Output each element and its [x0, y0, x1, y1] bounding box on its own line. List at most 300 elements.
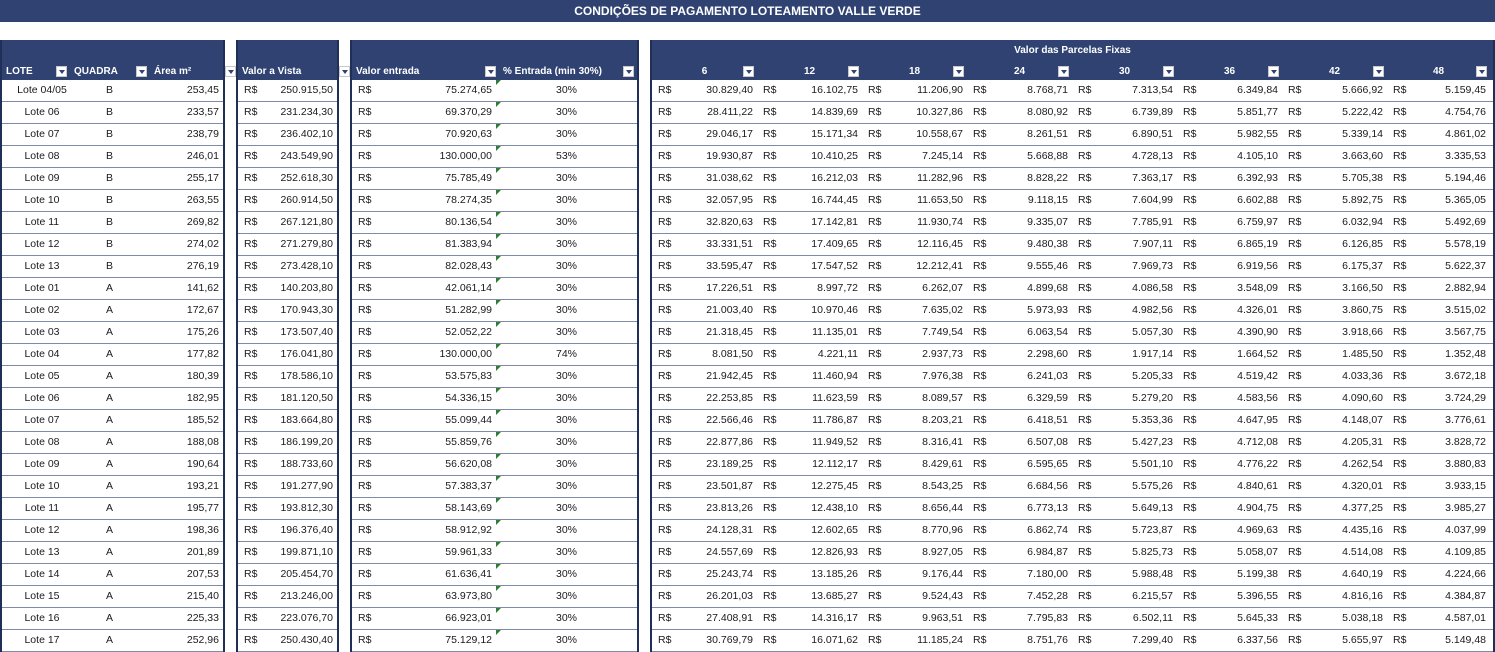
- cell-currency[interactable]: R$: [658, 194, 672, 206]
- cell-area[interactable]: 238,79: [186, 128, 219, 140]
- cell-valor-vista[interactable]: 236.402,10: [280, 128, 333, 140]
- cell-area[interactable]: 185,52: [186, 414, 219, 426]
- cell-lote[interactable]: Lote 07: [24, 128, 60, 140]
- cell-parcela-24[interactable]: 7.795,83: [1027, 612, 1068, 624]
- cell-lote[interactable]: Lote 06: [24, 392, 60, 404]
- filter-dropdown-icon[interactable]: [225, 66, 236, 77]
- cell-currency[interactable]: R$: [244, 480, 258, 492]
- cell-currency[interactable]: R$: [973, 436, 987, 448]
- cell-currency[interactable]: R$: [244, 524, 258, 536]
- cell-parcela-6[interactable]: 31.038,62: [706, 172, 753, 184]
- cell-currency[interactable]: R$: [244, 612, 258, 624]
- cell-currency[interactable]: R$: [1183, 348, 1197, 360]
- cell-pct-entrada[interactable]: 30%: [496, 168, 637, 189]
- cell-lote[interactable]: Lote 13: [24, 260, 60, 272]
- cell-valor-vista[interactable]: 140.203,80: [280, 282, 333, 294]
- cell-currency[interactable]: R$: [973, 480, 987, 492]
- cell-parcela-12[interactable]: 14.839,69: [811, 106, 858, 118]
- cell-currency[interactable]: R$: [1183, 634, 1197, 646]
- cell-parcela-42[interactable]: 3.860,75: [1342, 304, 1383, 316]
- cell-currency[interactable]: R$: [1393, 590, 1407, 602]
- cell-lote[interactable]: Lote 15: [24, 590, 60, 602]
- cell-area[interactable]: 255,17: [186, 172, 219, 184]
- cell-pct-entrada[interactable]: 30%: [496, 234, 637, 255]
- cell-parcela-18[interactable]: 2.937,73: [922, 348, 963, 360]
- cell-parcela-24[interactable]: 8.751,76: [1027, 634, 1068, 646]
- cell-currency[interactable]: R$: [1183, 150, 1197, 162]
- cell-parcela-48[interactable]: 5.365,05: [1445, 194, 1486, 206]
- cell-currency[interactable]: R$: [973, 172, 987, 184]
- cell-parcela-30[interactable]: 6.890,51: [1132, 128, 1173, 140]
- cell-quadra[interactable]: B: [105, 84, 113, 96]
- cell-parcela-18[interactable]: 11.206,90: [917, 84, 963, 96]
- cell-parcela-24[interactable]: 9.555,46: [1027, 260, 1068, 272]
- cell-currency[interactable]: R$: [868, 128, 882, 140]
- cell-currency[interactable]: R$: [973, 392, 987, 404]
- cell-parcela-30[interactable]: 7.299,40: [1132, 634, 1173, 646]
- cell-parcela-48[interactable]: 5.194,46: [1445, 172, 1486, 184]
- cell-currency[interactable]: R$: [868, 326, 882, 338]
- cell-currency[interactable]: R$: [1288, 568, 1302, 580]
- cell-quadra[interactable]: A: [105, 590, 113, 602]
- filter-dropdown-icon[interactable]: [1163, 66, 1174, 77]
- cell-pct-entrada[interactable]: 30%: [496, 520, 637, 541]
- cell-currency[interactable]: R$: [1393, 546, 1407, 558]
- cell-parcela-12[interactable]: 17.409,65: [811, 238, 858, 250]
- cell-currency[interactable]: R$: [658, 150, 672, 162]
- cell-parcela-12[interactable]: 11.786,87: [812, 414, 858, 426]
- cell-currency[interactable]: R$: [868, 260, 882, 272]
- cell-parcela-24[interactable]: 7.452,28: [1027, 590, 1068, 602]
- cell-currency[interactable]: R$: [868, 590, 882, 602]
- cell-currency[interactable]: R$: [1393, 524, 1407, 536]
- cell-parcela-42[interactable]: 5.222,42: [1342, 106, 1383, 118]
- cell-parcela-42[interactable]: 3.663,60: [1342, 150, 1383, 162]
- cell-area[interactable]: 180,39: [186, 370, 219, 382]
- cell-currency[interactable]: R$: [763, 546, 777, 558]
- cell-area[interactable]: 182,95: [186, 392, 219, 404]
- cell-currency[interactable]: R$: [1393, 238, 1407, 250]
- cell-parcela-24[interactable]: 6.773,13: [1027, 502, 1068, 514]
- cell-quadra[interactable]: B: [105, 238, 113, 250]
- cell-currency[interactable]: R$: [973, 282, 987, 294]
- cell-parcela-12[interactable]: 11.949,52: [812, 436, 858, 448]
- cell-quadra[interactable]: B: [105, 216, 113, 228]
- cell-pct-entrada[interactable]: 30%: [496, 476, 637, 497]
- cell-currency[interactable]: R$: [1393, 568, 1407, 580]
- cell-lote[interactable]: Lote 06: [24, 106, 60, 118]
- cell-currency[interactable]: R$: [763, 326, 777, 338]
- cell-parcela-36[interactable]: 5.199,38: [1237, 568, 1278, 580]
- cell-valor-entrada[interactable]: 57.383,37: [445, 480, 492, 492]
- cell-quadra[interactable]: A: [105, 304, 113, 316]
- cell-valor-entrada[interactable]: 61.636,41: [445, 568, 492, 580]
- cell-parcela-30[interactable]: 5.279,20: [1132, 392, 1173, 404]
- cell-parcela-6[interactable]: 30.769,79: [706, 634, 753, 646]
- cell-currency[interactable]: R$: [1288, 216, 1302, 228]
- cell-valor-vista[interactable]: 191.277,90: [280, 480, 333, 492]
- cell-valor-vista[interactable]: 223.076,70: [280, 612, 333, 624]
- cell-parcela-6[interactable]: 21.942,45: [706, 370, 753, 382]
- cell-currency[interactable]: R$: [358, 458, 372, 470]
- cell-valor-vista[interactable]: 271.279,80: [280, 238, 333, 250]
- cell-parcela-12[interactable]: 16.102,75: [811, 84, 858, 96]
- cell-currency[interactable]: R$: [358, 216, 372, 228]
- cell-valor-vista[interactable]: 231.234,30: [280, 106, 333, 118]
- cell-valor-vista[interactable]: 243.549,90: [280, 150, 333, 162]
- cell-pct-entrada[interactable]: 30%: [496, 608, 637, 629]
- cell-valor-vista[interactable]: 267.121,80: [280, 216, 333, 228]
- cell-quadra[interactable]: A: [105, 370, 113, 382]
- filter-dropdown-icon[interactable]: [485, 66, 496, 77]
- cell-valor-entrada[interactable]: 51.282,99: [445, 304, 492, 316]
- cell-currency[interactable]: R$: [763, 348, 777, 360]
- cell-currency[interactable]: R$: [1288, 634, 1302, 646]
- cell-parcela-6[interactable]: 27.408,91: [706, 612, 753, 624]
- cell-currency[interactable]: R$: [1288, 304, 1302, 316]
- cell-currency[interactable]: R$: [868, 84, 882, 96]
- cell-lote[interactable]: Lote 11: [24, 216, 60, 228]
- cell-parcela-12[interactable]: 12.275,45: [811, 480, 858, 492]
- cell-currency[interactable]: R$: [973, 502, 987, 514]
- cell-parcela-42[interactable]: 4.320,01: [1342, 480, 1383, 492]
- cell-currency[interactable]: R$: [1183, 216, 1197, 228]
- cell-parcela-48[interactable]: 5.149,48: [1445, 634, 1486, 646]
- cell-parcela-6[interactable]: 24.128,31: [706, 524, 753, 536]
- cell-currency[interactable]: R$: [1288, 150, 1302, 162]
- cell-parcela-36[interactable]: 4.105,10: [1237, 150, 1278, 162]
- cell-currency[interactable]: R$: [1288, 128, 1302, 140]
- cell-lote[interactable]: Lote 16: [24, 612, 60, 624]
- cell-quadra[interactable]: A: [105, 326, 113, 338]
- cell-parcela-36[interactable]: 4.519,42: [1237, 370, 1278, 382]
- cell-parcela-42[interactable]: 4.090,60: [1342, 392, 1383, 404]
- cell-parcela-24[interactable]: 6.684,56: [1027, 480, 1068, 492]
- cell-currency[interactable]: R$: [658, 546, 672, 558]
- cell-currency[interactable]: R$: [244, 568, 258, 580]
- cell-currency[interactable]: R$: [1078, 414, 1092, 426]
- cell-parcela-24[interactable]: 6.595,65: [1027, 458, 1068, 470]
- cell-currency[interactable]: R$: [1183, 304, 1197, 316]
- cell-currency[interactable]: R$: [1288, 392, 1302, 404]
- cell-valor-vista[interactable]: 193.812,30: [280, 502, 333, 514]
- cell-currency[interactable]: R$: [358, 502, 372, 514]
- cell-quadra[interactable]: A: [105, 392, 113, 404]
- cell-parcela-36[interactable]: 4.904,75: [1237, 502, 1278, 514]
- cell-valor-vista[interactable]: 183.664,80: [280, 414, 333, 426]
- cell-currency[interactable]: R$: [1078, 106, 1092, 118]
- cell-currency[interactable]: R$: [1288, 612, 1302, 624]
- cell-quadra[interactable]: A: [105, 282, 113, 294]
- cell-parcela-12[interactable]: 12.112,17: [812, 458, 858, 470]
- cell-area[interactable]: 215,40: [186, 590, 219, 602]
- cell-valor-vista[interactable]: 176.041,80: [280, 348, 333, 360]
- cell-currency[interactable]: R$: [1078, 194, 1092, 206]
- cell-currency[interactable]: R$: [244, 392, 258, 404]
- cell-valor-entrada[interactable]: 58.912,92: [445, 524, 492, 536]
- cell-currency[interactable]: R$: [244, 414, 258, 426]
- cell-currency[interactable]: R$: [658, 216, 672, 228]
- cell-currency[interactable]: R$: [1078, 216, 1092, 228]
- cell-currency[interactable]: R$: [868, 436, 882, 448]
- cell-valor-entrada[interactable]: 80.136,54: [445, 216, 492, 228]
- cell-lote[interactable]: Lote 14: [24, 568, 60, 580]
- cell-valor-entrada[interactable]: 53.575,83: [445, 370, 492, 382]
- cell-currency[interactable]: R$: [973, 106, 987, 118]
- cell-parcela-6[interactable]: 22.253,85: [706, 392, 753, 404]
- cell-area[interactable]: 225,33: [186, 612, 219, 624]
- cell-pct-entrada[interactable]: 30%: [496, 256, 637, 277]
- cell-parcela-6[interactable]: 17.226,51: [706, 282, 753, 294]
- cell-currency[interactable]: R$: [1078, 326, 1092, 338]
- cell-lote[interactable]: Lote 17: [24, 634, 60, 646]
- cell-parcela-36[interactable]: 6.759,97: [1237, 216, 1278, 228]
- cell-currency[interactable]: R$: [244, 436, 258, 448]
- cell-currency[interactable]: R$: [1183, 502, 1197, 514]
- cell-currency[interactable]: R$: [1183, 260, 1197, 272]
- cell-parcela-12[interactable]: 11.135,01: [812, 326, 858, 338]
- cell-parcela-30[interactable]: 5.057,30: [1132, 326, 1173, 338]
- cell-currency[interactable]: R$: [1078, 590, 1092, 602]
- cell-parcela-48[interactable]: 5.578,19: [1445, 238, 1486, 250]
- cell-lote[interactable]: Lote 10: [24, 480, 60, 492]
- cell-currency[interactable]: R$: [868, 370, 882, 382]
- filter-dropdown-icon[interactable]: [743, 66, 754, 77]
- cell-parcela-30[interactable]: 6.215,57: [1132, 590, 1173, 602]
- cell-parcela-48[interactable]: 5.492,69: [1445, 216, 1486, 228]
- cell-currency[interactable]: R$: [763, 370, 777, 382]
- cell-parcela-48[interactable]: 3.985,27: [1445, 502, 1486, 514]
- cell-quadra[interactable]: A: [105, 348, 113, 360]
- cell-currency[interactable]: R$: [1393, 106, 1407, 118]
- cell-parcela-18[interactable]: 8.203,21: [922, 414, 963, 426]
- cell-quadra[interactable]: B: [105, 106, 113, 118]
- cell-currency[interactable]: R$: [1183, 194, 1197, 206]
- cell-currency[interactable]: R$: [973, 238, 987, 250]
- cell-parcela-36[interactable]: 6.349,84: [1237, 84, 1278, 96]
- cell-currency[interactable]: R$: [658, 106, 672, 118]
- cell-currency[interactable]: R$: [358, 172, 372, 184]
- cell-currency[interactable]: R$: [1078, 304, 1092, 316]
- cell-parcela-42[interactable]: 3.166,50: [1342, 282, 1383, 294]
- cell-lote[interactable]: Lote 13: [24, 546, 60, 558]
- cell-quadra[interactable]: B: [105, 260, 113, 272]
- cell-parcela-30[interactable]: 5.427,23: [1132, 436, 1173, 448]
- cell-quadra[interactable]: A: [105, 502, 113, 514]
- cell-parcela-6[interactable]: 19.930,87: [706, 150, 753, 162]
- cell-currency[interactable]: R$: [1288, 172, 1302, 184]
- cell-parcela-36[interactable]: 4.712,08: [1237, 436, 1278, 448]
- cell-parcela-48[interactable]: 4.224,66: [1445, 568, 1486, 580]
- cell-currency[interactable]: R$: [868, 524, 882, 536]
- cell-currency[interactable]: R$: [763, 150, 777, 162]
- cell-currency[interactable]: R$: [658, 370, 672, 382]
- cell-currency[interactable]: R$: [358, 546, 372, 558]
- cell-currency[interactable]: R$: [244, 634, 258, 646]
- cell-currency[interactable]: R$: [658, 568, 672, 580]
- cell-lote[interactable]: Lote 10: [24, 194, 60, 206]
- cell-currency[interactable]: R$: [658, 634, 672, 646]
- cell-pct-entrada[interactable]: 30%: [496, 80, 637, 101]
- cell-currency[interactable]: R$: [1078, 84, 1092, 96]
- cell-currency[interactable]: R$: [868, 480, 882, 492]
- cell-valor-vista[interactable]: 186.199,20: [280, 436, 333, 448]
- cell-area[interactable]: 190,64: [186, 458, 219, 470]
- cell-currency[interactable]: R$: [1183, 590, 1197, 602]
- cell-quadra[interactable]: B: [105, 128, 113, 140]
- cell-parcela-18[interactable]: 12.212,41: [916, 260, 963, 272]
- cell-currency[interactable]: R$: [1393, 458, 1407, 470]
- cell-valor-entrada[interactable]: 42.061,14: [445, 282, 492, 294]
- cell-currency[interactable]: R$: [1393, 612, 1407, 624]
- filter-dropdown-icon[interactable]: [848, 66, 859, 77]
- cell-currency[interactable]: R$: [868, 546, 882, 558]
- cell-parcela-30[interactable]: 4.086,58: [1132, 282, 1173, 294]
- cell-parcela-30[interactable]: 5.988,48: [1132, 568, 1173, 580]
- cell-currency[interactable]: R$: [868, 106, 882, 118]
- cell-parcela-6[interactable]: 26.201,03: [706, 590, 753, 602]
- cell-parcela-18[interactable]: 6.262,07: [922, 282, 963, 294]
- cell-parcela-18[interactable]: 12.116,45: [917, 238, 963, 250]
- cell-parcela-48[interactable]: 3.567,75: [1445, 326, 1486, 338]
- cell-valor-entrada[interactable]: 75.274,65: [445, 84, 492, 96]
- cell-currency[interactable]: R$: [763, 502, 777, 514]
- cell-valor-entrada[interactable]: 56.620,08: [445, 458, 492, 470]
- cell-currency[interactable]: R$: [1288, 436, 1302, 448]
- cell-pct-entrada[interactable]: 30%: [496, 542, 637, 563]
- cell-currency[interactable]: R$: [1288, 260, 1302, 272]
- cell-parcela-24[interactable]: 7.180,00: [1027, 568, 1068, 580]
- cell-parcela-48[interactable]: 1.352,48: [1445, 348, 1486, 360]
- cell-pct-entrada[interactable]: 30%: [496, 630, 637, 651]
- cell-parcela-24[interactable]: 6.862,74: [1027, 524, 1068, 536]
- cell-parcela-24[interactable]: 9.480,38: [1027, 238, 1068, 250]
- cell-currency[interactable]: R$: [244, 194, 258, 206]
- cell-parcela-30[interactable]: 1.917,14: [1132, 348, 1173, 360]
- cell-parcela-12[interactable]: 13.185,26: [811, 568, 858, 580]
- cell-currency[interactable]: R$: [973, 260, 987, 272]
- cell-parcela-42[interactable]: 6.126,85: [1342, 238, 1383, 250]
- cell-parcela-36[interactable]: 5.645,33: [1237, 612, 1278, 624]
- cell-currency[interactable]: R$: [1078, 546, 1092, 558]
- cell-currency[interactable]: R$: [973, 612, 987, 624]
- cell-currency[interactable]: R$: [973, 150, 987, 162]
- cell-parcela-24[interactable]: 2.298,60: [1027, 348, 1068, 360]
- cell-currency[interactable]: R$: [1393, 370, 1407, 382]
- cell-parcela-18[interactable]: 8.429,61: [922, 458, 963, 470]
- cell-parcela-42[interactable]: 4.033,36: [1342, 370, 1383, 382]
- cell-parcela-36[interactable]: 4.969,63: [1237, 524, 1278, 536]
- cell-currency[interactable]: R$: [868, 282, 882, 294]
- cell-lote[interactable]: Lote 08: [24, 436, 60, 448]
- cell-currency[interactable]: R$: [763, 260, 777, 272]
- cell-parcela-36[interactable]: 4.776,22: [1237, 458, 1278, 470]
- cell-area[interactable]: 172,67: [186, 304, 219, 316]
- cell-currency[interactable]: R$: [1078, 568, 1092, 580]
- cell-currency[interactable]: R$: [973, 458, 987, 470]
- cell-currency[interactable]: R$: [1078, 348, 1092, 360]
- cell-parcela-18[interactable]: 11.282,96: [917, 172, 963, 184]
- cell-currency[interactable]: R$: [763, 216, 777, 228]
- cell-parcela-18[interactable]: 9.963,51: [922, 612, 963, 624]
- cell-currency[interactable]: R$: [358, 194, 372, 206]
- cell-parcela-36[interactable]: 6.392,93: [1237, 172, 1278, 184]
- cell-currency[interactable]: R$: [1288, 238, 1302, 250]
- cell-parcela-18[interactable]: 8.770,96: [922, 524, 963, 536]
- cell-pct-entrada[interactable]: 74%: [496, 344, 637, 365]
- cell-quadra[interactable]: B: [105, 150, 113, 162]
- cell-lote[interactable]: Lote 01: [24, 282, 60, 294]
- cell-valor-entrada[interactable]: 63.973,80: [445, 590, 492, 602]
- cell-currency[interactable]: R$: [358, 414, 372, 426]
- cell-parcela-30[interactable]: 7.907,11: [1132, 238, 1173, 250]
- cell-currency[interactable]: R$: [358, 106, 372, 118]
- cell-currency[interactable]: R$: [1288, 348, 1302, 360]
- cell-valor-vista[interactable]: 213.246,00: [280, 590, 333, 602]
- cell-currency[interactable]: R$: [244, 348, 258, 360]
- cell-valor-entrada[interactable]: 59.961,33: [445, 546, 492, 558]
- cell-parcela-48[interactable]: 3.828,72: [1445, 436, 1486, 448]
- cell-parcela-42[interactable]: 4.262,54: [1342, 458, 1383, 470]
- cell-parcela-12[interactable]: 8.997,72: [817, 282, 858, 294]
- filter-dropdown-icon[interactable]: [1373, 66, 1384, 77]
- cell-currency[interactable]: R$: [868, 568, 882, 580]
- cell-parcela-30[interactable]: 6.502,11: [1132, 612, 1173, 624]
- cell-currency[interactable]: R$: [763, 414, 777, 426]
- cell-currency[interactable]: R$: [358, 282, 372, 294]
- cell-parcela-36[interactable]: 6.337,56: [1237, 634, 1278, 646]
- cell-valor-entrada[interactable]: 78.274,35: [445, 194, 492, 206]
- cell-currency[interactable]: R$: [358, 480, 372, 492]
- cell-parcela-12[interactable]: 16.212,03: [811, 172, 858, 184]
- cell-currency[interactable]: R$: [763, 84, 777, 96]
- cell-parcela-36[interactable]: 6.602,88: [1237, 194, 1278, 206]
- cell-parcela-42[interactable]: 6.032,94: [1342, 216, 1383, 228]
- cell-currency[interactable]: R$: [868, 216, 882, 228]
- cell-pct-entrada[interactable]: 30%: [496, 300, 637, 321]
- cell-parcela-24[interactable]: 6.241,03: [1027, 370, 1068, 382]
- cell-parcela-6[interactable]: 33.331,51: [706, 238, 753, 250]
- cell-currency[interactable]: R$: [973, 326, 987, 338]
- cell-currency[interactable]: R$: [973, 414, 987, 426]
- cell-quadra[interactable]: A: [105, 414, 113, 426]
- cell-parcela-30[interactable]: 7.604,99: [1132, 194, 1173, 206]
- cell-area[interactable]: 175,26: [186, 326, 219, 338]
- cell-currency[interactable]: R$: [1393, 194, 1407, 206]
- cell-lote[interactable]: Lote 03: [24, 326, 60, 338]
- cell-valor-vista[interactable]: 178.586,10: [280, 370, 333, 382]
- cell-parcela-36[interactable]: 6.865,19: [1237, 238, 1278, 250]
- cell-currency[interactable]: R$: [763, 568, 777, 580]
- cell-parcela-42[interactable]: 5.038,18: [1342, 612, 1383, 624]
- cell-parcela-6[interactable]: 23.189,25: [706, 458, 753, 470]
- cell-parcela-42[interactable]: 4.640,19: [1342, 568, 1383, 580]
- cell-parcela-42[interactable]: 5.339,14: [1342, 128, 1383, 140]
- cell-valor-vista[interactable]: 252.618,30: [280, 172, 333, 184]
- cell-parcela-42[interactable]: 3.918,66: [1342, 326, 1383, 338]
- cell-currency[interactable]: R$: [1183, 128, 1197, 140]
- cell-currency[interactable]: R$: [244, 546, 258, 558]
- cell-parcela-42[interactable]: 4.377,25: [1342, 502, 1383, 514]
- cell-parcela-24[interactable]: 5.668,88: [1027, 150, 1068, 162]
- filter-dropdown-icon[interactable]: [953, 66, 964, 77]
- cell-currency[interactable]: R$: [658, 172, 672, 184]
- cell-valor-vista[interactable]: 196.376,40: [280, 524, 333, 536]
- cell-currency[interactable]: R$: [868, 194, 882, 206]
- cell-currency[interactable]: R$: [763, 436, 777, 448]
- cell-quadra[interactable]: A: [105, 546, 113, 558]
- cell-currency[interactable]: R$: [763, 480, 777, 492]
